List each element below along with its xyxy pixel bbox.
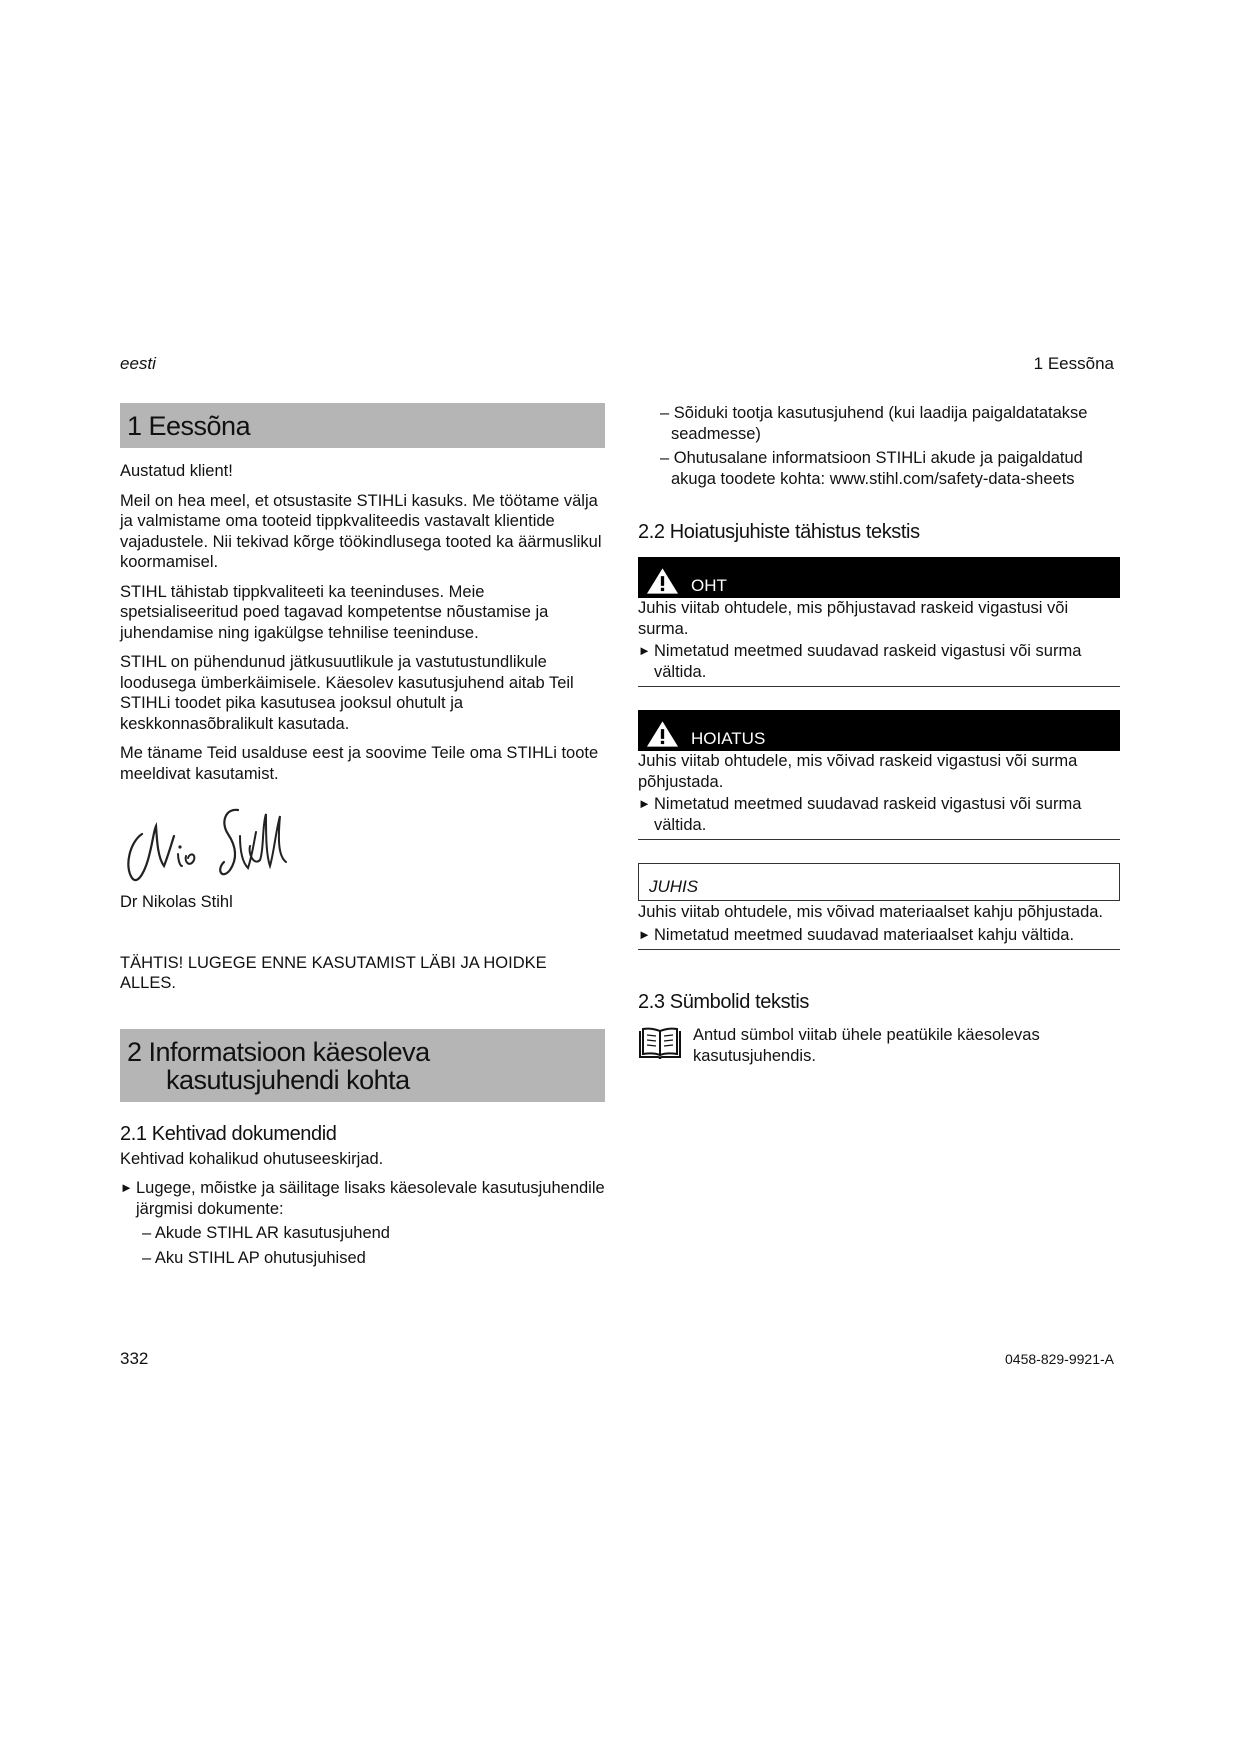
danger-bar <box>638 557 1120 598</box>
section-2-1-heading: 2.1 Kehtivad dokumendid <box>120 1122 337 1145</box>
warning-triangle-icon <box>646 720 679 748</box>
left-column <box>120 403 605 1272</box>
notice-block <box>638 863 1120 950</box>
triangle-bullet-icon: ► <box>120 1180 133 1195</box>
right-column <box>638 403 1120 1066</box>
section-1-heading: 1 Eessõna <box>120 403 605 448</box>
paragraph-1: Meil on hea meel, et otsustasite STIHLi kasuks. Me töötame välja ja valmistame oma tooteid tippkvaliteedis vastavalt klientide vajadustele. Nii tekivad kõrge töökindlusega tooted ka äärmuslikul koormamisel. <box>120 491 602 571</box>
doc-item: – Sõiduki tootja kasutusjuhend (kui laadija paigaldatatakse seadmesse) <box>660 404 1088 443</box>
paragraph-4: Me täname Teid usalduse eest ja soovime Teile oma STIHLi toote meeldivat kasutamist. <box>120 744 599 783</box>
doc-item: – Akude STIHL AR kasutusjuhend <box>142 1224 390 1242</box>
warning-block <box>638 710 1120 840</box>
warning-text: Juhis viitab ohtudele, mis võivad raskeid vigastusi või surma põhjustada. <box>638 752 1078 791</box>
document-code: 0458-829-9921-A <box>1005 1351 1114 1367</box>
danger-step: ► Nimetatud meetmed suudavad raskeid vigastusi või surma vältida. <box>638 642 1082 681</box>
section-2-2-heading: 2.2 Hoiatusjuhiste tähistus tekstis <box>638 521 920 543</box>
section-2-3-heading: 2.3 Sümbolid tekstis <box>638 991 809 1013</box>
triangle-bullet-icon: ► <box>638 796 651 811</box>
warning-bar <box>638 710 1120 751</box>
notice-label: JUHIS <box>649 876 699 896</box>
book-icon <box>638 1027 682 1060</box>
paragraph-2: STIHL tähistab tippkvaliteeti ka teeninduses. Meie spetsialiseeritud poed tagavad kompetentse nõustamise ja juhendamise ning igakülgse tehnilise teeninduse. <box>120 582 549 642</box>
warning-triangle-icon <box>646 567 679 595</box>
page-number: 332 <box>120 1349 149 1368</box>
triangle-bullet-icon: ► <box>638 926 651 942</box>
important-notice: TÄHTIS! LUGEGE ENNE KASUTAMIST LÄBI JA HOIDKE ALLES. <box>120 953 547 992</box>
section-2-heading: 2 Informatsioon käesoleva kasutusjuhendi kohta <box>120 1029 605 1102</box>
header-language: eesti <box>120 354 156 373</box>
notice-text: Juhis viitab ohtudele, mis võivad materiaalset kahju põhjustada. <box>638 903 1104 921</box>
doc-item: – Ohutusalane informatsioon STIHLi akude ja paigaldatud akuga toodete kohta: www.stihl.com/safety-data-sheets <box>660 449 1083 488</box>
warning-label: HOIATUS <box>691 728 766 748</box>
triangle-bullet-icon: ► <box>638 643 651 658</box>
symbol-text: Antud sümbol viitab ühele peatükile käesolevas kasutusjuhendis. <box>693 1026 1040 1065</box>
section-2-1-step: ► Lugege, mõistke ja säilitage lisaks käesolevale kasutusjuhendile järgmisi dokumente: <box>120 1179 605 1218</box>
section-2-1-text: Kehtivad kohalikud ohutuseeskirjad. <box>120 1149 384 1168</box>
paragraph-3: STIHL on pühendunud jätkusuutlikule ja vastutustundlikule loodusega ümberkäimisele. Käesolev kasutusjuhend aitab Teil STIHLi toodet pika kasutusea jooksul ohutult ja keskkonnasõbralikult kasutada. <box>120 653 574 733</box>
danger-block <box>638 557 1120 687</box>
danger-label: OHT <box>691 575 727 595</box>
warning-step: ► Nimetatud meetmed suudavad raskeid vigastusi või surma vältida. <box>638 795 1082 834</box>
signature-image <box>120 796 290 888</box>
notice-step: ► Nimetatud meetmed suudavad materiaalset kahju vältida. <box>638 925 1075 944</box>
notice-box <box>638 863 1120 901</box>
symbol-row <box>638 1025 1120 1066</box>
header-chapter: 1 Eessõna <box>1033 354 1114 373</box>
danger-text: Juhis viitab ohtudele, mis põhjustavad raskeid vigastusi või surma. <box>638 599 1069 638</box>
signature <box>120 796 605 892</box>
signature-name: Dr Nikolas Stihl <box>120 893 233 911</box>
greeting: Austatud klient! <box>120 462 233 480</box>
doc-item: – Aku STIHL AP ohutusjuhised <box>142 1248 366 1267</box>
